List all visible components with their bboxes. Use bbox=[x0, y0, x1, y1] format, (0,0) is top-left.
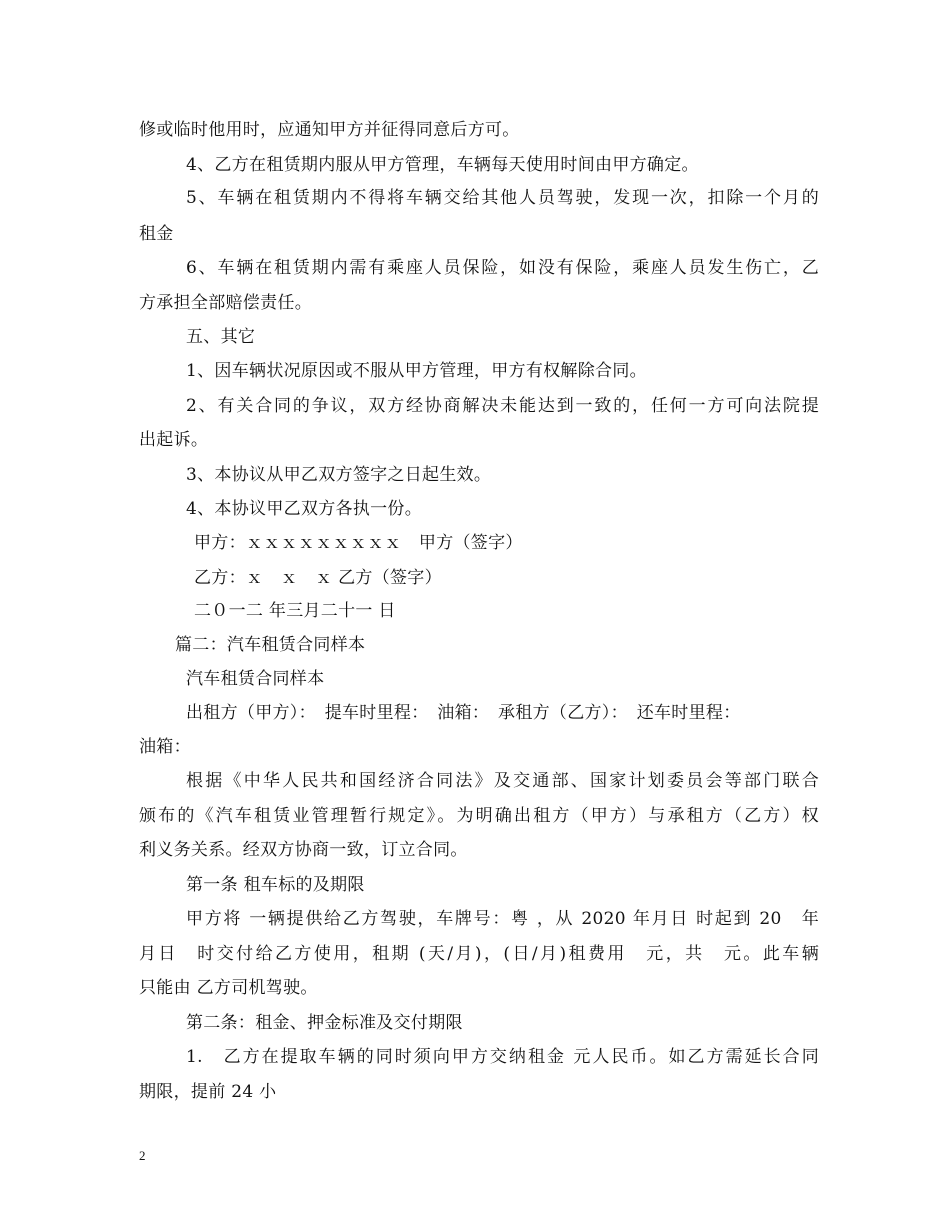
party-info-line: 油箱： bbox=[139, 737, 191, 757]
paragraph-line: 出起诉。 bbox=[139, 430, 209, 450]
page-number: 2 bbox=[139, 1148, 146, 1163]
paragraph-line: 6、车辆在租赁期内需有乘座人员保险，如没有保险，乘座人员发生伤亡，乙 bbox=[186, 258, 819, 278]
paragraph-line: 2、有关合同的争议，双方经协商解决未能达到一致的，任何一方可向法院提 bbox=[186, 396, 819, 416]
section-heading: 五、其它 bbox=[186, 327, 256, 347]
party-info-line: 出租方（甲方）： 提车时里程： 油箱： 承租方（乙方）： 还车时里程： bbox=[186, 703, 741, 723]
paragraph-line: 4、本协议甲乙双方各执一份。 bbox=[186, 499, 423, 519]
paragraph-line: 租金 bbox=[139, 224, 174, 244]
signature-line-party-b: 乙方：ｘ ｘ ｘ 乙方（签字） bbox=[194, 568, 442, 588]
paragraph-line: 颁布的《汽车租赁业管理暂行规定》。为明确出租方（甲方）与承租方（乙方）权 bbox=[139, 806, 819, 826]
paragraph-line: 修或临时他用时，应通知甲方并征得同意后方可。 bbox=[139, 120, 520, 140]
contract-title: 汽车租赁合同样本 bbox=[186, 669, 325, 689]
paragraph-line: 只能由 乙方司机驾驶。 bbox=[139, 978, 318, 998]
chapter-title: 篇二：汽车租赁合同样本 bbox=[175, 635, 366, 655]
paragraph-line: 甲方将 一辆提供给乙方驾驶，车牌号：粤 ，从 2020 年月日 时起到 20 年 bbox=[186, 909, 819, 929]
paragraph-line: 1、因车辆状况原因或不服从甲方管理，甲方有权解除合同。 bbox=[186, 361, 647, 381]
paragraph-line: 3、本协议从甲乙双方签字之日起生效。 bbox=[186, 465, 492, 485]
article-heading: 第二条：租金、押金标准及交付期限 bbox=[186, 1013, 463, 1033]
paragraph-line: 5、车辆在租赁期内不得将车辆交给其他人员驾驶，发现一次，扣除一个月的 bbox=[186, 188, 819, 208]
paragraph-line: 月日 时交付给乙方使用，租期 (天/月)，(日/月)租费用 元，共 元。此车辆 bbox=[139, 944, 819, 964]
signature-date: 二０一二 年三月二十一 日 bbox=[194, 601, 396, 621]
paragraph-line: 1. 乙方在提取车辆的同时须向甲方交纳租金 元人民币。如乙方需延长合同 bbox=[186, 1047, 819, 1067]
signature-line-party-a: 甲方：ｘｘｘｘｘｘｘｘｘ 甲方（签字） bbox=[194, 533, 523, 553]
article-heading: 第一条 租车标的及期限 bbox=[186, 875, 365, 895]
paragraph-line: 方承担全部赔偿责任。 bbox=[139, 293, 312, 313]
paragraph-line: 利义务关系。经双方协商一致，订立合同。 bbox=[139, 840, 468, 860]
paragraph-line: 4、乙方在租赁期内服从甲方管理，车辆每天使用时间由甲方确定。 bbox=[186, 155, 699, 175]
paragraph-line: 期限，提前 24 小 bbox=[139, 1082, 277, 1102]
paragraph-line: 根据《中华人民共和国经济合同法》及交通部、国家计划委员会等部门联合 bbox=[186, 771, 819, 791]
